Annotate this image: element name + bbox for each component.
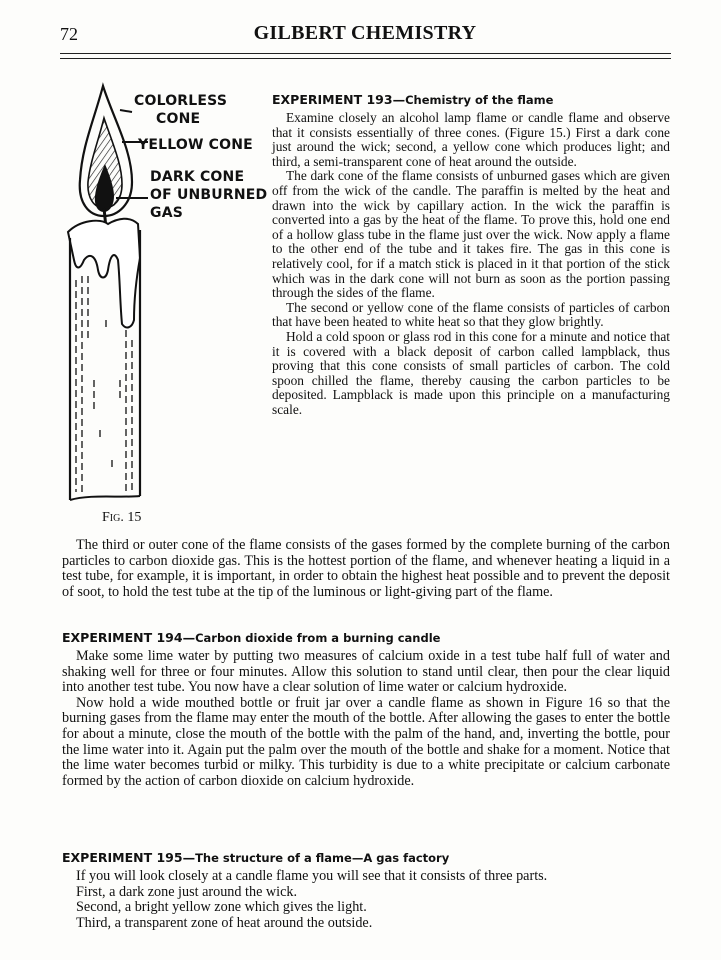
experiment-194	[62, 630, 670, 789]
experiment-195-heading: EXPERIMENT 195—The structure of a flame—A gas factory	[62, 850, 450, 865]
paragraph: The second or yellow cone of the flame consists of particles of carbon that have been heated to white heat so that they glow brightly.	[272, 299, 670, 330]
paragraph: The third or outer cone of the flame consists of the gases formed by the complete burning of the carbon particles to carbon dioxide gas. This is the hottest portion of the flame, and whenever heating a liquid in a test tube, for example, it is important, in order to obtain the highest heat possible and to prevent the deposit of soot, to hold the test tube at the tip of the luminous or light-giving part of the flame.	[62, 537, 670, 600]
paragraph: Now hold a wide mouthed bottle or fruit jar over a candle flame as shown in Figure 16 so that the burning gases from the flame may enter the mouth of the bottle. After allowing the gases to enter the bottle for about a minute, close the mouth of the bottle with the palm of the hand, and, inverting the bottle, pour the lime water into it. Again put the palm over the mouth of the bottle and shake for a moment. Notice that the lime water becomes turbid or milky. This turbidity is due to a white precipitate or calcium carbonate formed by the action of carbon dioxide on calcium hydroxide.	[62, 694, 670, 789]
label-of-unburned: OF UNBURNED	[150, 187, 268, 203]
label-yellow-cone: YELLOW CONE	[138, 137, 253, 153]
figure-15	[60, 80, 270, 530]
page-header	[60, 18, 670, 46]
paragraph: Third, a transparent zone of heat around the outside.	[76, 914, 373, 931]
paragraph: Examine closely an alcohol lamp flame or candle flame and observe that it consists essentially of three cones. (Figure 15.) First a dark cone just around the wick; second, a yellow cone which produces light; and third, a semi-transparent cone of heat around the outside.	[272, 110, 670, 169]
paragraph: Second, a bright yellow zone which gives the light.	[76, 899, 367, 916]
header-rule-bottom	[60, 58, 671, 59]
label-dark-cone: DARK CONE	[150, 169, 245, 185]
experiment-193-continued	[62, 538, 670, 600]
label-colorless: COLORLESS	[134, 93, 228, 109]
experiment-193	[272, 92, 670, 417]
label-cone: CONE	[156, 111, 201, 127]
page-number: 72	[60, 24, 78, 44]
paragraph: First, a dark zone just around the wick.	[76, 883, 298, 900]
experiment-194-heading: EXPERIMENT 194—Carbon dioxide from a burning candle	[62, 630, 441, 645]
label-gas: GAS	[150, 205, 184, 221]
experiment-193-heading: EXPERIMENT 193—Chemistry of the flame	[272, 92, 554, 107]
paragraph: Make some lime water by putting two measures of calcium oxide in a test tube half full of water and shaking well for three or four minutes. Allow this solution to stand until clear, then pour the clear liquid into another test tube. You now have a clear solution of lime water or calcium hydroxide.	[62, 648, 670, 696]
figure-caption: Fig. 15	[102, 510, 142, 525]
paragraph: The dark cone of the flame consists of unburned gases which are given off from the wick of the candle. The paraffin is melted by the heat and drawn into the wick by capillary action. In the wick the paraffin is converted into a gas by the heat of the flame. To prove this, hold one end of a hollow glass tube in the flame just over the wick. Now apply a flame to the other end of the tube and it takes fire. The gas in this cone is relatively cool, for if a match stick is placed in it that portion of the stick which was in the dark cone will not burn as soon as the portion passing through the sides of the flame.	[272, 168, 670, 301]
experiment-195	[62, 850, 670, 931]
running-title: GILBERT CHEMISTRY	[253, 22, 477, 44]
header-rule-top	[60, 53, 671, 54]
paragraph: Hold a cold spoon or glass rod in this cone for a minute and notice that it is covered with a black deposit of carbon called lampblack, thus proving that this cone consists of small particles of carbon. The cold spoon chilled the flame, thereby causing the carbon particles to be deposited. Lampblack is made upon this principle on a manufacturing scale.	[272, 328, 670, 417]
paragraph: If you will look closely at a candle flame you will see that it consists of three parts.	[76, 868, 548, 884]
